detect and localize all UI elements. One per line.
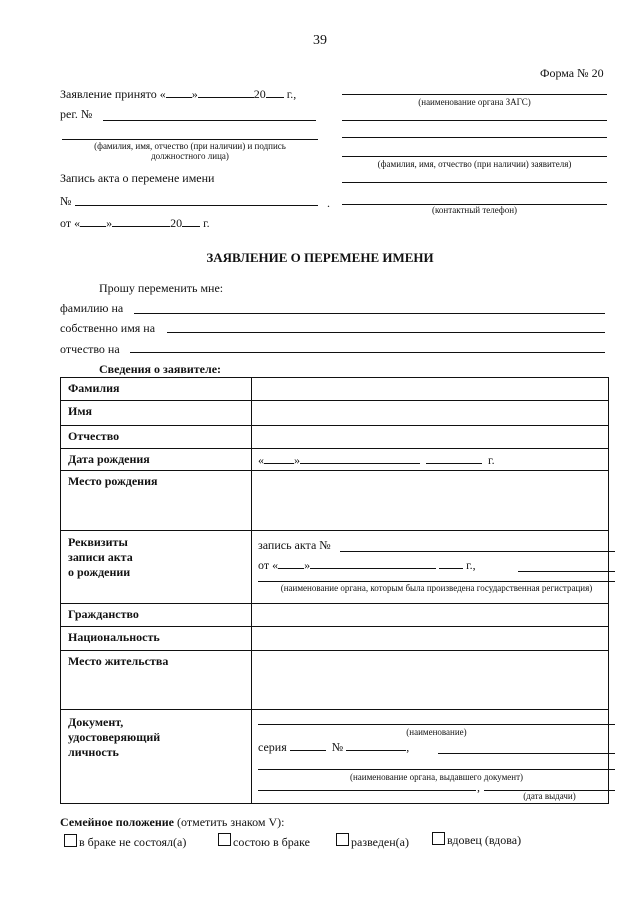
name-value-cell[interactable] [252, 401, 609, 426]
record-number-field[interactable] [75, 205, 318, 206]
option-label: вдовец (вдова) [447, 833, 522, 847]
checkbox-widowed[interactable] [432, 832, 445, 845]
row-label: Гражданство [68, 607, 139, 621]
row-label: Имя [68, 404, 92, 418]
row-nationality [61, 627, 609, 651]
form-number: Форма № 20 [540, 66, 604, 80]
row-label: Отчество [68, 429, 120, 443]
reg-label: рег. № [60, 107, 93, 121]
checkbox-divorced[interactable] [336, 833, 349, 846]
request-intro: Прошу переменить мне: [99, 281, 224, 295]
birth-record-cell[interactable]: запись акта № от « » г., (наименование органа, которым была произведена государственная регистрация) [252, 531, 609, 604]
row-label: Место рождения [68, 474, 158, 488]
applicant-name-field-1[interactable] [342, 137, 607, 138]
nationality-cell[interactable] [252, 627, 609, 651]
patronymic-value-cell[interactable] [252, 426, 609, 449]
applicant-name-field-3[interactable] [342, 182, 607, 183]
option-label: в браке не состоял(а) [79, 835, 187, 849]
accepted-year: 20 [253, 87, 266, 101]
applicant-info-title: Сведения о заявителе: [99, 362, 222, 376]
citizenship-cell[interactable] [252, 604, 609, 627]
identity-document-cell[interactable]: (наименование) серия № , (наименование органа, выдавшего документ) , (дата выдачи) [252, 710, 609, 804]
doc-name-field[interactable] [258, 724, 615, 725]
page-number: 39 [313, 33, 327, 48]
official-signature-field[interactable] [62, 139, 318, 140]
birth-record-extra-field[interactable] [518, 571, 615, 572]
doc-issuer-field-2[interactable] [258, 790, 476, 791]
new-surname-field[interactable] [134, 313, 605, 314]
row-identity-document: Документ, удостоверяющий личность (наименование) серия № , (наименование органа, выдавшего документ) , (дата выдачи) [61, 710, 609, 804]
row-label: Место жительства [68, 654, 169, 668]
birth-record-authority-field[interactable] [258, 581, 615, 582]
applicant-info-table [60, 377, 609, 804]
row-citizenship [61, 604, 609, 627]
row-birth-record: Реквизиты записи акта о рождении запись акта № от « » г., (наименование органа, которым была произведена государственная регистрация) [61, 531, 609, 604]
record-title: Запись акта о перемене имени [60, 171, 215, 185]
checkbox-not-married[interactable] [64, 834, 77, 847]
row-birth-place [61, 471, 609, 531]
checkbox-married[interactable] [218, 833, 231, 846]
row-label: Фамилия [68, 381, 120, 395]
first-name-label: собственно имя на [60, 321, 156, 335]
row-label: Дата рождения [68, 452, 150, 466]
residence-cell[interactable] [252, 651, 609, 710]
row-label: Национальность [68, 630, 160, 644]
row-residence [61, 651, 609, 710]
document-title: ЗАЯВЛЕНИЕ О ПЕРЕМЕНЕ ИМЕНИ [206, 250, 434, 265]
record-from-label: от « [60, 216, 81, 230]
reg-number-field[interactable] [103, 120, 316, 121]
patronymic-label: отчество на [60, 342, 120, 356]
row-surname [61, 378, 609, 401]
applicant-name-field-2[interactable] [342, 156, 607, 157]
zags-name-field[interactable] [342, 94, 607, 95]
option-label: состою в браке [233, 835, 310, 849]
birth-record-number-field[interactable] [340, 551, 615, 552]
row-patronymic [61, 426, 609, 449]
surname-label: фамилию на [60, 301, 124, 315]
row-name [61, 401, 609, 426]
record-number-label: № [60, 194, 72, 208]
zags-name-field-2[interactable] [342, 120, 607, 121]
row-birth-date [61, 449, 609, 471]
doc-issuer-field[interactable] [258, 769, 615, 770]
surname-value-cell[interactable] [252, 378, 609, 401]
doc-extra-field[interactable] [438, 753, 615, 754]
new-first-name-field[interactable] [167, 332, 605, 333]
birth-place-cell[interactable] [252, 471, 609, 531]
family-status-title: Семейное положение (отметить знаком V): [60, 815, 285, 829]
accepted-label: Заявление принято « [60, 87, 166, 101]
birth-date-cell[interactable]: « » г. [252, 449, 609, 471]
option-label: разведен(а) [351, 835, 410, 849]
new-patronymic-field[interactable] [130, 352, 605, 353]
